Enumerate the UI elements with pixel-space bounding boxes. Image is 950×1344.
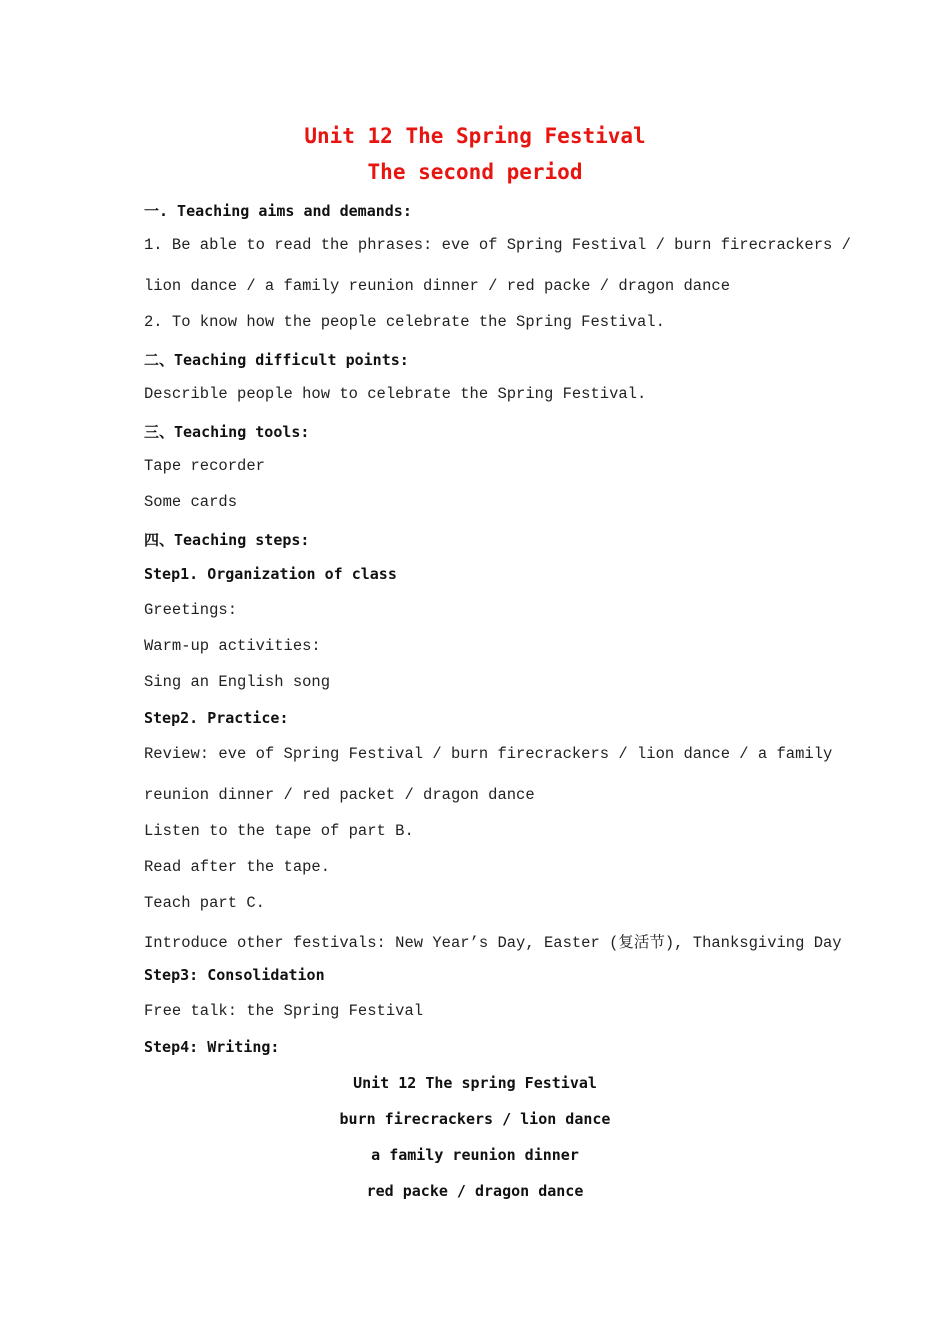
- aim-2: 2. To know how the people celebrate the Spring Festival.: [144, 313, 665, 331]
- writing-board-line: red packe / dragon dance: [366, 1182, 584, 1200]
- step-2-review-line-2: reunion dinner / red packet / dragon dance: [144, 786, 535, 804]
- tool-item: Tape recorder: [144, 457, 265, 475]
- tool-item: Some cards: [144, 493, 238, 511]
- step-2-heading: Step2. Practice:: [144, 709, 289, 727]
- step-2-item: Introduce other festivals: New Year’s Day, Easter (复活节), Thanksgiving Day: [144, 934, 842, 952]
- step-2-item: Listen to the tape of part B.: [144, 822, 414, 840]
- step-3-heading: Step3: Consolidation: [144, 966, 325, 984]
- writing-board-line: burn firecrackers / lion dance: [339, 1110, 611, 1128]
- page-title: Unit 12 The Spring Festival: [304, 124, 646, 148]
- step-2-item: Read after the tape.: [144, 858, 331, 876]
- difficult-text: Describle people how to celebrate the Spring Festival.: [144, 385, 647, 403]
- section-heading-tools: 三、Teaching tools:: [144, 423, 310, 441]
- step-2-review-line-1: Review: eve of Spring Festival / burn firecrackers / lion dance / a family: [144, 745, 833, 763]
- section-heading-aims: 一. Teaching aims and demands:: [144, 202, 412, 220]
- aim-1-line-1: 1. Be able to read the phrases: eve of Spring Festival / burn firecrackers /: [144, 236, 851, 254]
- step-4-heading: Step4: Writing:: [144, 1038, 280, 1056]
- writing-board-line: Unit 12 The spring Festival: [353, 1074, 597, 1092]
- section-heading-steps: 四、Teaching steps:: [144, 531, 310, 549]
- page-subtitle: The second period: [367, 160, 583, 184]
- step-1-item: Sing an English song: [144, 673, 331, 691]
- step-1-heading: Step1. Organization of class: [144, 565, 397, 583]
- step-1-item: Warm-up activities:: [144, 637, 321, 655]
- section-heading-difficult: 二、Teaching difficult points:: [144, 351, 409, 369]
- step-2-item: Teach part C.: [144, 894, 265, 912]
- step-3-item: Free talk: the Spring Festival: [144, 1002, 424, 1020]
- aim-1-line-2: lion dance / a family reunion dinner / red packe / dragon dance: [144, 277, 730, 295]
- writing-board-line: a family reunion dinner: [371, 1146, 579, 1164]
- step-1-item: Greetings:: [144, 601, 238, 619]
